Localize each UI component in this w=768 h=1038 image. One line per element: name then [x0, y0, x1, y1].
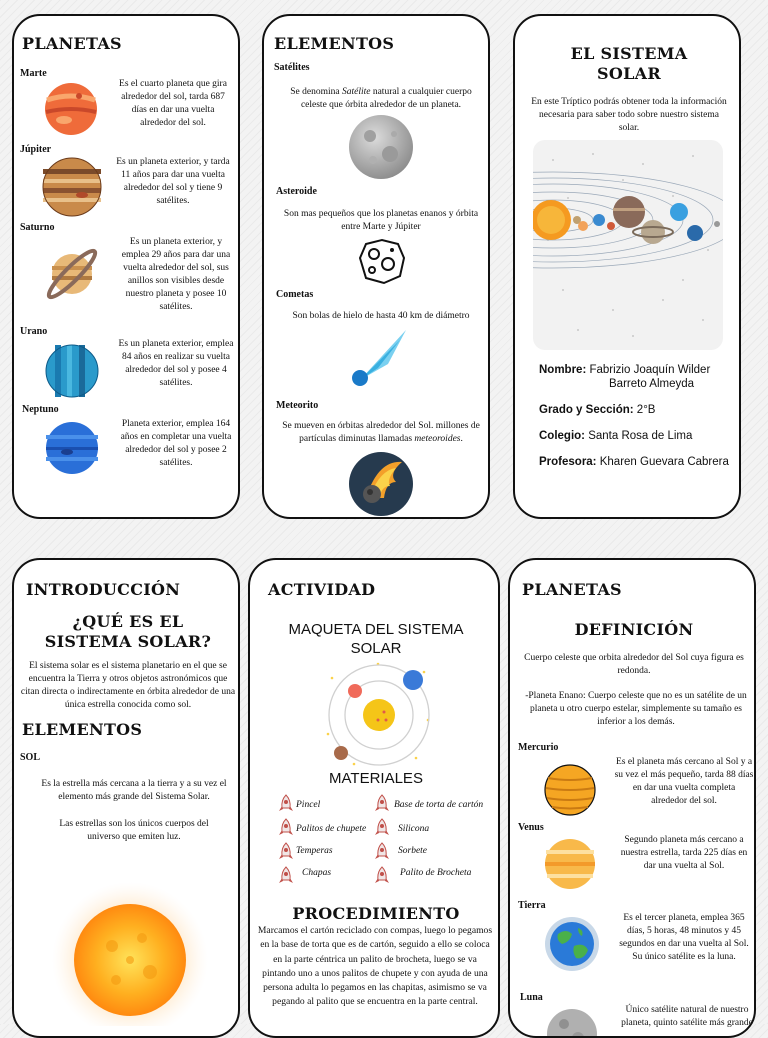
planet-desc-luna: Único satélite natural de nuestro planeta, quinto satélite más grande [621, 1005, 753, 1028]
panel-title: INTRODUCCIÓN [26, 580, 181, 599]
rocket-icon [374, 794, 390, 814]
material-item: Sorbete [398, 846, 428, 856]
nombre-row [539, 364, 710, 376]
colegio-row [539, 430, 692, 442]
planet-desc-venus: Segundo planeta más cercano a nuestra estrella, tarda 225 días en dar una vuelta al Sol. [620, 835, 748, 871]
panel-title: ELEMENTOS [274, 34, 395, 53]
nombre-value-2: Barreto Almeyda [609, 378, 695, 390]
moon-small-icon [546, 1008, 598, 1038]
grado-value: 2°B [636, 404, 656, 416]
panel-title: ACTIVIDAD [268, 580, 376, 599]
cover-title-line2: SOLAR [597, 64, 661, 83]
def-title: DEFINICIÓN [574, 620, 694, 639]
planet-desc-urano: Es un planeta exterior, emplea 84 años en realizar su vuelta alrededor del sol y posee 4 satélites. [118, 339, 234, 388]
jupiter-icon [42, 157, 102, 217]
project-title: MAQUETA DEL SISTEMA SOLAR [288, 621, 464, 657]
planet-label-saturno: Saturno [20, 222, 55, 233]
planet-desc-tierra: Es el tercer planeta, emplea 365 días, 5 horas, 48 minutos y 45 segundos en dar una vuelta al Sol. Su único satélite es la luna. [619, 913, 749, 962]
material-item: Pincel [296, 800, 321, 810]
meteorito-text-b: . [460, 434, 463, 444]
rocket-icon [278, 866, 294, 886]
planet-desc-neptuno: Planeta exterior, emplea 164 años en completar una vuelta alrededor del sol y posee 2 satélites. [120, 419, 232, 468]
element-desc-meteorito [276, 420, 486, 446]
meteorito-text-a: Se mueven en órbitas alrededor del Sol. millones de partículas diminutas llamadas [282, 421, 480, 444]
satelites-text-a: Se denomina [290, 87, 342, 97]
rocket-icon [374, 842, 390, 862]
intro-question: ¿QUÉ ES EL SISTEMA SOLAR? [44, 612, 212, 651]
planet-label-urano: Urano [20, 326, 48, 337]
material-item: Palitos de chupete [296, 824, 367, 834]
planet-label-venus: Venus [518, 822, 544, 833]
grado-row [539, 404, 655, 416]
cover-title-line1: EL SISTEMA [570, 44, 688, 63]
rocket-icon [374, 818, 390, 838]
material-item: Chapas [302, 868, 332, 878]
panel-portada [513, 14, 741, 519]
rocket-icon [374, 866, 390, 886]
material-item: Palito de Brocheta [400, 868, 472, 878]
intro-answer: El sistema solar es el sistema planetario en el que se encuentra la Tierra y otros objetos astronómicos que citan directa o indirectamente en órbita alrededor de una única estrella conocida como sol. [20, 661, 236, 710]
uranus-icon [45, 344, 99, 398]
element-desc-satelites [278, 86, 484, 112]
sol-label: SOL [20, 752, 41, 763]
meteorite-icon [348, 452, 414, 516]
planet-desc-marte: Es el cuarto planeta que gira alrededor del sol, tarda 687 días en dar una vuelta alrededor del sol. [119, 79, 227, 128]
satelites-text-b: natural a cualquier cuerpo celeste que órbita alrededor de un planeta. [300, 87, 472, 110]
def-text: Cuerpo celeste que orbita alrededor del Sol cuya figura es redonda. [524, 653, 744, 676]
panel-elementos [262, 14, 490, 519]
element-desc-cometas: Son bolas de hielo de hasta 40 km de diámetro [292, 311, 470, 321]
profesora-label: Profesora: [539, 456, 597, 468]
venus-icon [544, 838, 596, 890]
comet-icon [348, 324, 412, 388]
mercury-icon [544, 764, 596, 816]
element-desc-asteroide: Son mas pequeños que los planetas enanos y órbita entre Marte y Júpiter [283, 209, 479, 232]
grado-label: Grado y Sección: [539, 404, 634, 416]
planet-desc-saturno: Es un planeta exterior, y emplea 29 años para dar una vuelta alrededor del sol, sus anillos son visibles desde nuestro planeta y posee 10 satélites. [121, 237, 231, 312]
stars-desc: Las estrellas son los únicos cuerpos del universo que emiten luz. [59, 819, 209, 842]
rocket-icon [278, 794, 294, 814]
nombre-label: Nombre: [539, 364, 587, 376]
rocket-icon [278, 842, 294, 862]
asteroid-icon [354, 236, 408, 286]
planet-desc-jupiter: Es un planeta exterior, y tarda 11 años para dar una vuelta alrededor del sol y tiene 9 satélites. [116, 157, 230, 206]
nombre-value-1: Fabrizio Joaquín Wilder [589, 364, 711, 376]
cover-intro: En este Tríptico podrás obtener toda la información necesaria para saber todo sobre nuestro sistema solar. [531, 97, 727, 133]
colegio-label: Colegio: [539, 430, 585, 442]
element-label-satelites: Satélites [274, 62, 310, 73]
panel-introduccion [12, 558, 240, 1038]
sun-icon [50, 876, 210, 1026]
rocket-icon [278, 818, 294, 838]
mars-icon [44, 82, 98, 136]
saturn-icon [40, 244, 104, 304]
element-label-asteroide: Asteroide [276, 186, 317, 197]
satelites-text-italic: Satélite [341, 87, 371, 97]
profesora-value: Kharen Guevara Cabrera [599, 456, 729, 468]
procedure-text: Marcamos el cartón reciclado con compas, luego lo pegamos en la base de torta que es de cartón, seguido a ello se coloca en la parte céntrica un palito de brocheta, luego se va pintando uno a unos palitos de chupete y con ayuda de una persona adulta lo pegamos en las chapitas, asimismo se va pegando al palito que se encuentra en la parte central. [257, 925, 493, 1008]
dwarf-text: -Planeta Enano: Cuerpo celeste que no es un satélite de un planeta u otro cuerpo estelar, simplemente su tamaño es inferior a los demás. [525, 691, 747, 727]
materials-title: MATERIALES [329, 770, 423, 787]
planet-label-mercurio: Mercurio [518, 742, 559, 753]
colegio-value: Santa Rosa de Lima [588, 430, 693, 442]
planet-label-luna: Luna [520, 992, 543, 1003]
panel-planetas-outer [12, 14, 240, 519]
moon-icon [348, 114, 414, 180]
material-item: Silicona [398, 824, 430, 834]
material-item: Temperas [296, 846, 333, 856]
panel-title: PLANETAS [522, 580, 622, 599]
planet-label-jupiter: Júpiter [20, 144, 52, 155]
earth-icon [544, 916, 600, 972]
procedure-title: PROCEDIMIENTO [292, 904, 460, 923]
sol-desc: Es la estrella más cercana a la tierra y a su vez el elemento más grande del Sistema Solar. [41, 779, 227, 802]
element-label-cometas: Cometas [276, 289, 314, 300]
planet-label-marte: Marte [20, 68, 47, 79]
neptune-icon [45, 421, 99, 475]
meteorito-text-italic: meteoroides [414, 434, 461, 444]
planet-label-tierra: Tierra [518, 900, 546, 911]
elements-title: ELEMENTOS [22, 720, 143, 739]
planet-label-neptuno: Neptuno [22, 404, 59, 415]
panel-actividad [248, 558, 500, 1038]
panel-title: PLANETAS [22, 34, 122, 53]
nombre-row-2 [609, 378, 694, 390]
element-label-meteorito: Meteorito [276, 400, 319, 411]
profesora-row [539, 456, 729, 468]
solar-model-icon [324, 660, 434, 770]
solar-system-illustration [533, 140, 723, 350]
planet-desc-mercurio: Es el planeta más cercano al Sol y a su vez el más pequeño, tarda 88 días en dar una vuelta completa alrededor del sol. [614, 757, 754, 806]
panel-planetas-inner [508, 558, 756, 1038]
material-item: Base de torta de cartón [394, 800, 484, 810]
